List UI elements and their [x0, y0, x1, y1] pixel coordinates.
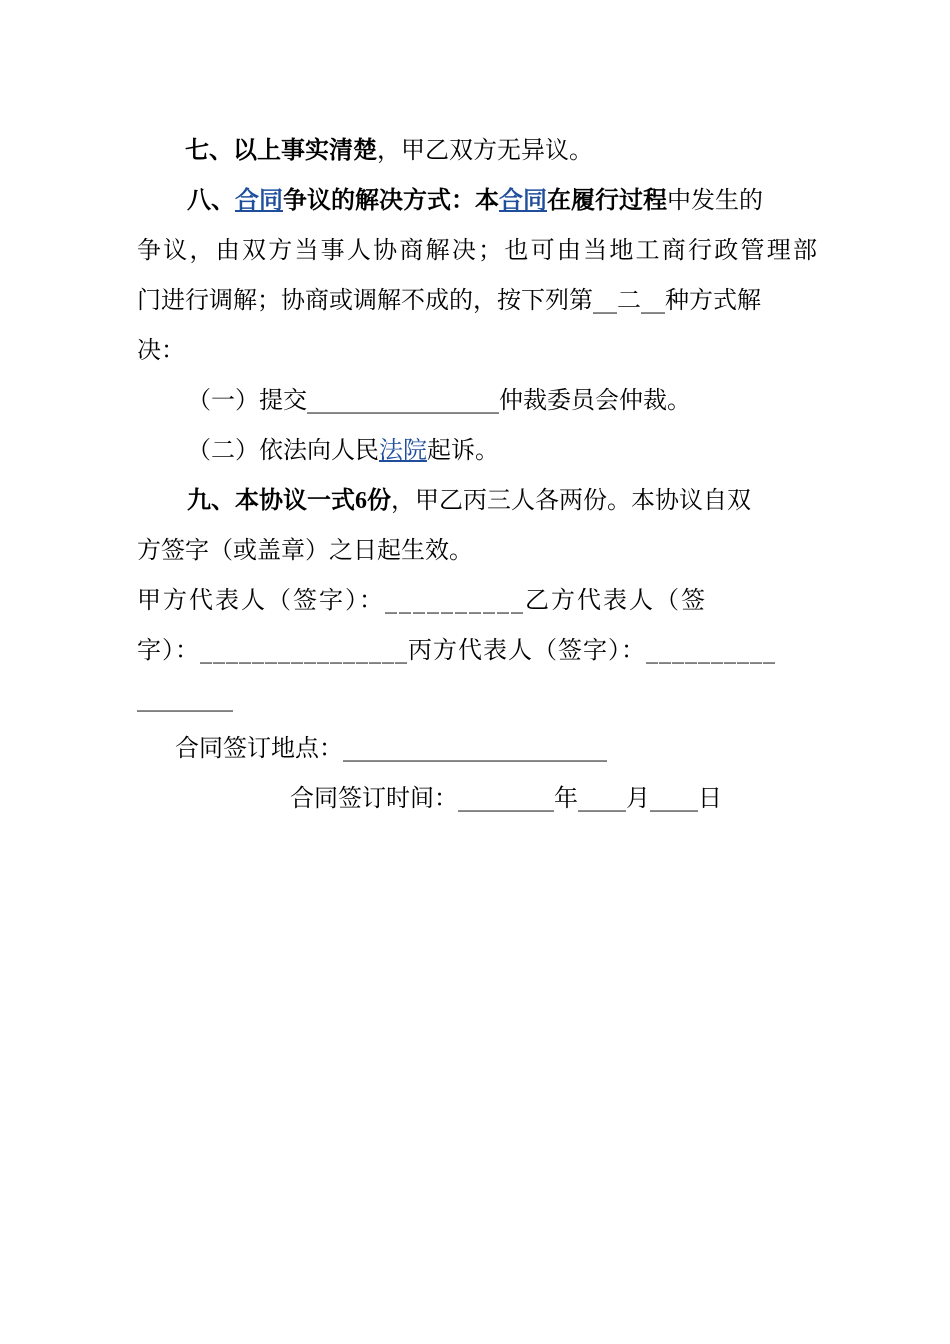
option-1-suffix: 仲裁委员会仲裁。: [499, 386, 691, 414]
month-blank[interactable]: ____: [578, 784, 626, 812]
year-blank[interactable]: ________: [458, 784, 554, 812]
clause-7-rest: ，甲乙双方无异议。: [377, 136, 593, 164]
option-2: [187, 435, 499, 465]
clause-9-bold: 九、本协议一式: [187, 485, 355, 514]
year-label: 年: [554, 784, 578, 812]
clause-8-bold-3: 在履行过程: [547, 185, 667, 214]
option-2-prefix: （二）依法向人民: [187, 436, 379, 464]
contract-link-2[interactable]: 合同: [499, 185, 547, 214]
party-b-label: 乙方代表人（签: [525, 586, 707, 614]
option-1: [187, 385, 691, 415]
party-b-label-cont: 字）：: [137, 636, 200, 664]
signing-place-label: 合同签订地点：: [175, 734, 343, 762]
clause-8-line-3: [137, 285, 817, 315]
party-a-label: 甲方代表人（签字）：: [137, 586, 385, 614]
clause-8-line-3-c: __种方式解: [641, 286, 761, 314]
party-b-blank[interactable]: ________________: [200, 636, 408, 664]
clause-7-bold: 七、以上事实清楚: [185, 135, 377, 164]
party-a-blank[interactable]: __________: [385, 586, 525, 614]
clause-9-line-1: [187, 485, 817, 516]
signing-place: [175, 733, 607, 763]
clause-8-line-1: [187, 185, 817, 215]
month-label: 月: [626, 784, 650, 812]
clause-8-choice: 二: [617, 286, 641, 314]
clause-9-count: 6: [355, 488, 367, 514]
option-1-prefix: （一）提交: [187, 386, 307, 414]
clause-9-bold-2: 份: [367, 485, 391, 514]
clause-8-line-3-a: 门进行调解；协商或调解不成的，按下列第__: [137, 286, 617, 314]
court-link[interactable]: 法院: [379, 436, 427, 464]
party-c-blank[interactable]: __________: [646, 636, 776, 664]
signature-line-1: [137, 585, 817, 615]
party-c-label: 丙方代表人（签字）：: [408, 636, 646, 664]
signing-place-blank[interactable]: ______________________: [343, 734, 607, 762]
clause-9-rest: ，甲乙丙三人各两份。本协议自双: [391, 486, 751, 514]
clause-7: [185, 135, 593, 165]
option-2-suffix: 起诉。: [427, 436, 499, 464]
clause-8-heading: 八、: [187, 185, 235, 214]
day-label: 日: [698, 784, 722, 812]
contract-link-1[interactable]: 合同: [235, 185, 283, 214]
signature-line-3: [137, 683, 817, 713]
signing-date: [290, 783, 722, 813]
clause-8-bold-2: 争议的解决方式：本: [283, 185, 499, 214]
party-c-blank-cont[interactable]: ________: [137, 684, 233, 712]
day-blank[interactable]: ____: [650, 784, 698, 812]
signature-line-2: [137, 635, 817, 665]
clause-8-line-2: 争议，由双方当事人协商解决；也可由当地工商行政管理部: [137, 236, 817, 264]
option-1-blank[interactable]: ________________: [307, 386, 499, 414]
clause-8-line-4: 决：: [137, 336, 185, 364]
clause-8-rest: 中发生的: [667, 186, 763, 214]
signing-date-label: 合同签订时间：: [290, 784, 458, 812]
clause-9-line-2: 方签字（或盖章）之日起生效。: [137, 536, 473, 564]
